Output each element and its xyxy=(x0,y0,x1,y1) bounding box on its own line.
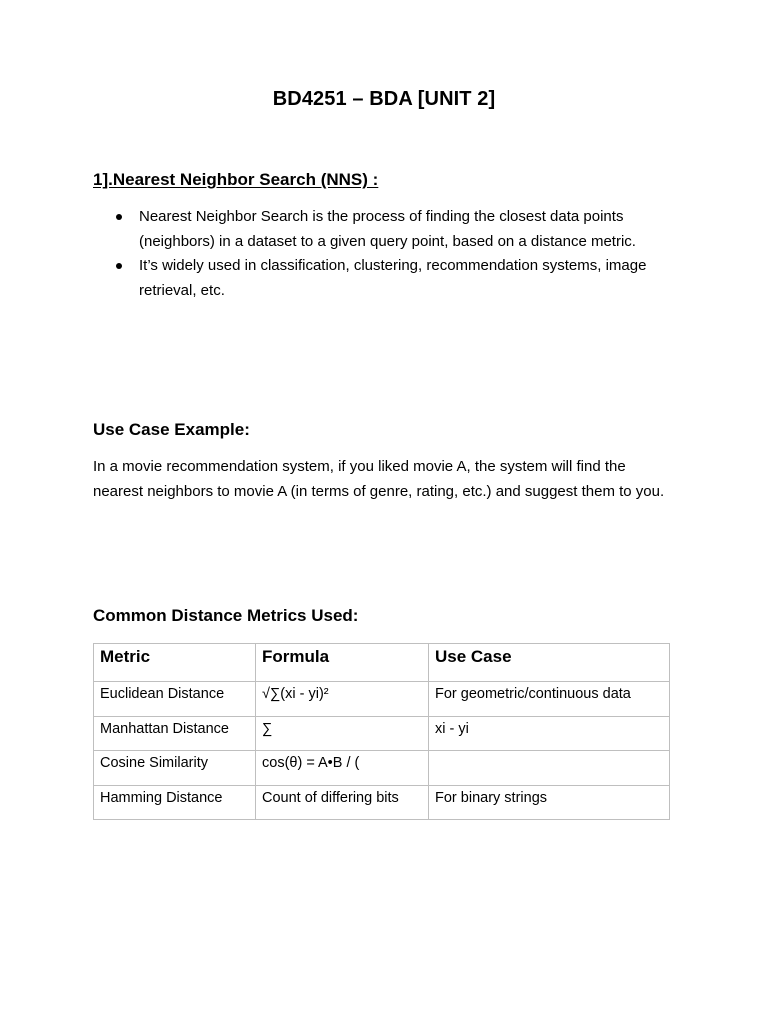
column-header-metric: Metric xyxy=(94,644,256,682)
table-cell-metric: Cosine Similarity xyxy=(94,751,256,786)
column-header-use-case: Use Case xyxy=(429,644,670,682)
bullet-icon xyxy=(116,214,122,220)
nns-bullet-list xyxy=(113,205,683,303)
bullet-text: It’s widely used in classification, clustering, recommendation systems, image retrieval, etc. xyxy=(139,257,647,299)
table-cell-use-case: For geometric/continuous data xyxy=(429,682,670,717)
document-title: BD4251 – BDA [UNIT 2] xyxy=(272,88,496,110)
table-cell-metric: Manhattan Distance xyxy=(94,716,256,751)
table-row xyxy=(94,682,670,717)
bullet-text: Nearest Neighbor Search is the process of finding the closest data points (neighbors) in a dataset to a given query point, based on a distance metric. xyxy=(139,208,636,250)
section-heading-nns: 1].Nearest Neighbor Search (NNS) : xyxy=(93,170,379,189)
table-cell-metric: Euclidean Distance xyxy=(94,682,256,717)
table-row xyxy=(94,751,670,786)
table-row xyxy=(94,716,670,751)
list-item xyxy=(113,205,683,254)
table-cell-use-case: xi - yi xyxy=(429,716,670,751)
column-header-formula: Formula xyxy=(256,644,429,682)
use-case-heading: Use Case Example: xyxy=(93,420,250,439)
table-cell-use-case: For binary strings xyxy=(429,785,670,820)
metrics-table xyxy=(93,643,670,820)
table-cell-metric: Hamming Distance xyxy=(94,785,256,820)
table-row xyxy=(94,785,670,820)
table-cell-formula: cos(θ) = A•B / ( xyxy=(256,751,429,786)
table-header-row xyxy=(94,644,670,682)
list-item xyxy=(113,254,683,303)
table-cell-formula: √∑(xi - yi)² xyxy=(256,682,429,717)
table-cell-formula: Count of differing bits xyxy=(256,785,429,820)
table-cell-formula: ∑ xyxy=(256,716,429,751)
use-case-paragraph: In a movie recommendation system, if you liked movie A, the system will find the nearest neighbors to movie A (in terms of genre, rating, etc.) and suggest them to you. xyxy=(93,458,665,500)
table-cell-use-case xyxy=(429,751,670,786)
metrics-heading: Common Distance Metrics Used: xyxy=(93,606,359,625)
bullet-icon xyxy=(116,263,122,269)
